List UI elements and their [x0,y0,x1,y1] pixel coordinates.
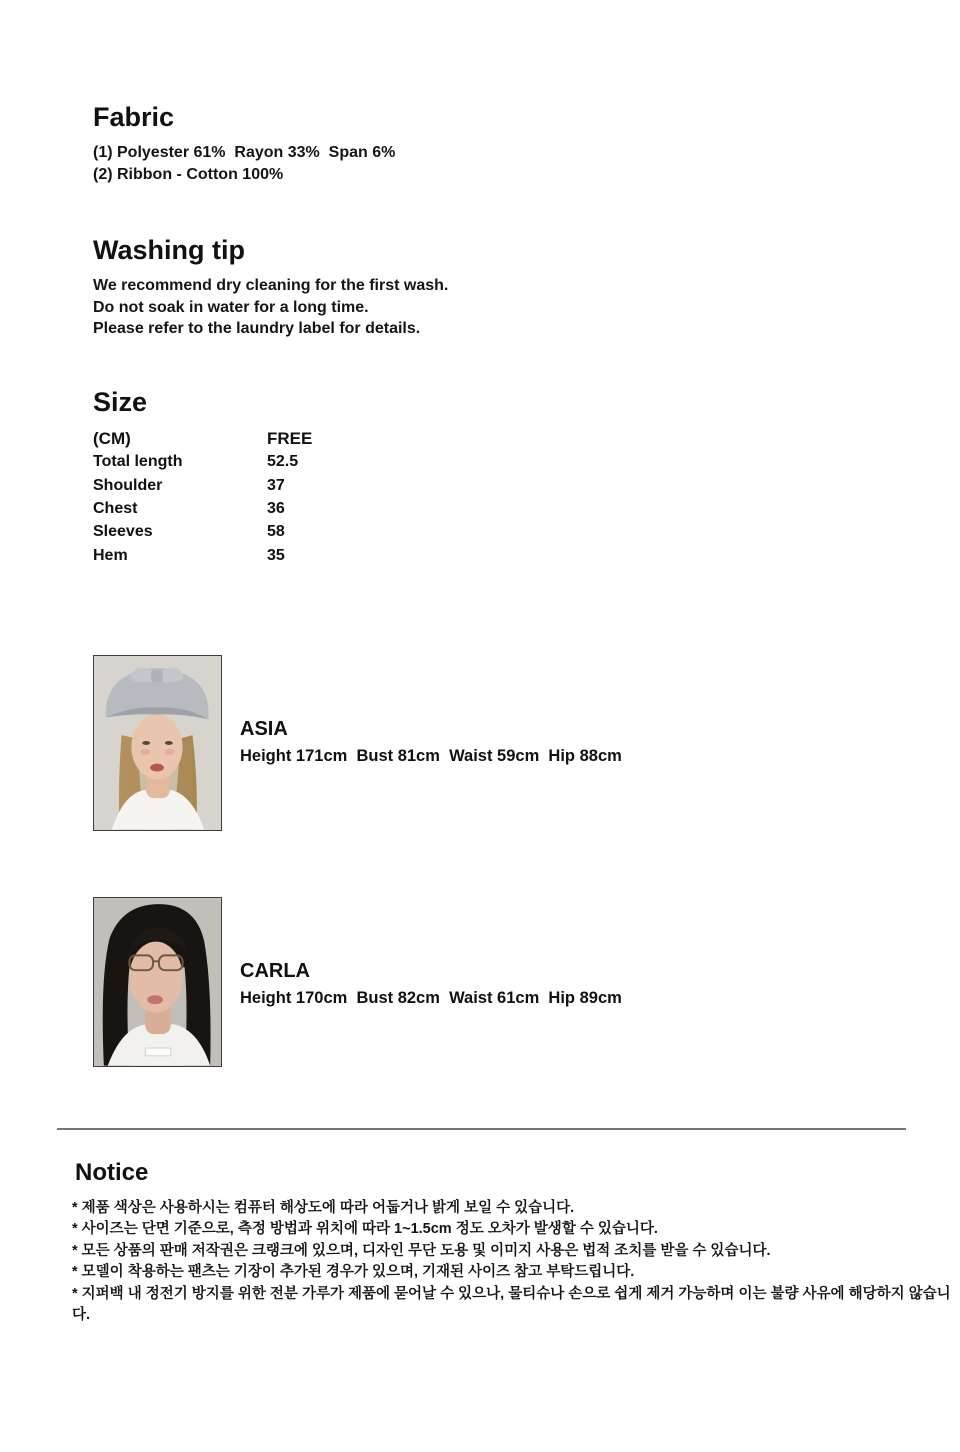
notice-line-4: * 모델이 착용하는 팬츠는 기장이 추가된 경우가 있으며, 기재된 사이즈 참고 부탁드립니다. [72,1264,635,1281]
notice-line-2: * 사이즈는 단면 기준으로, 측정 방법과 위치에 따라 1~1.5cm 정도 오차가 발생할 수 있습니다. [72,1221,658,1238]
size-free-header: FREE [267,429,313,449]
washing-tip-line-3: Please refer to the laundry label for details. [93,320,421,338]
model-photo-carla [93,897,222,1067]
model-name: ASIA [240,718,288,740]
section-washing-tip [93,234,448,340]
size-table [93,427,312,567]
section-notice [72,1159,960,1327]
size-row-value: 35 [267,546,285,564]
notice-line-3: * 모든 상품의 판매 저작권은 크랭크에 있으며, 디자인 무단 도용 및 이미지 사용은 법적 조치를 받을 수 있습니다. [72,1242,771,1259]
section-fabric [93,101,395,185]
size-row-value: 36 [267,499,285,517]
table-row [93,474,312,497]
size-row-label: Chest [93,499,138,517]
size-unit-header: (CM) [93,429,131,449]
table-row [93,521,312,544]
model-measurements: Height 171cm Bust 81cm Waist 59cm Hip 88cm [240,747,622,765]
table-row [93,544,312,567]
fabric-title: Fabric [93,102,175,132]
washing-tip-line-2: Do not soak in water for a long time. [93,298,369,316]
fabric-line-1: (1) Polyester 61% Rayon 33% Span 6% [93,144,396,162]
model-measurements: Height 170cm Bust 82cm Waist 61cm Hip 89cm [240,989,622,1007]
model-name: CARLA [240,960,310,982]
table-row [93,497,312,520]
notice-line-5: * 지퍼백 내 정전기 방지를 위한 전분 가루가 제품에 묻어날 수 있으나, 물티슈나 손으로 쉽게 제거 가능하며 이는 불량 사유에 해당하지 않습니다. [72,1285,951,1324]
size-row-label: Shoulder [93,476,163,494]
size-row-label: Total length [93,453,183,471]
model-asia-text [240,716,840,767]
size-row-value: 52.5 [267,453,299,471]
size-row-label: Hem [93,546,128,564]
fabric-line-2: (2) Ribbon - Cotton 100% [93,165,284,183]
size-title: Size [93,387,148,417]
size-row-value: 37 [267,476,285,494]
section-size [93,386,312,567]
washing-tip-title: Washing tip [93,235,245,265]
size-row-value: 58 [267,523,285,541]
section-divider [57,1128,906,1130]
size-row-label: Sleeves [93,523,153,541]
model-card-asia [93,655,622,831]
model-photo-asia [93,655,222,831]
notice-title: Notice [75,1159,149,1186]
model-carla-text [240,958,840,1009]
model-card-carla [93,897,622,1067]
notice-line-1: * 제품 색상은 사용하시는 컴퓨터 해상도에 따라 어둡거나 밝게 보일 수 있습니다. [72,1199,575,1216]
size-table-header-row [93,427,312,450]
washing-tip-line-1: We recommend dry cleaning for the first wash. [93,277,449,295]
table-row [93,451,312,474]
